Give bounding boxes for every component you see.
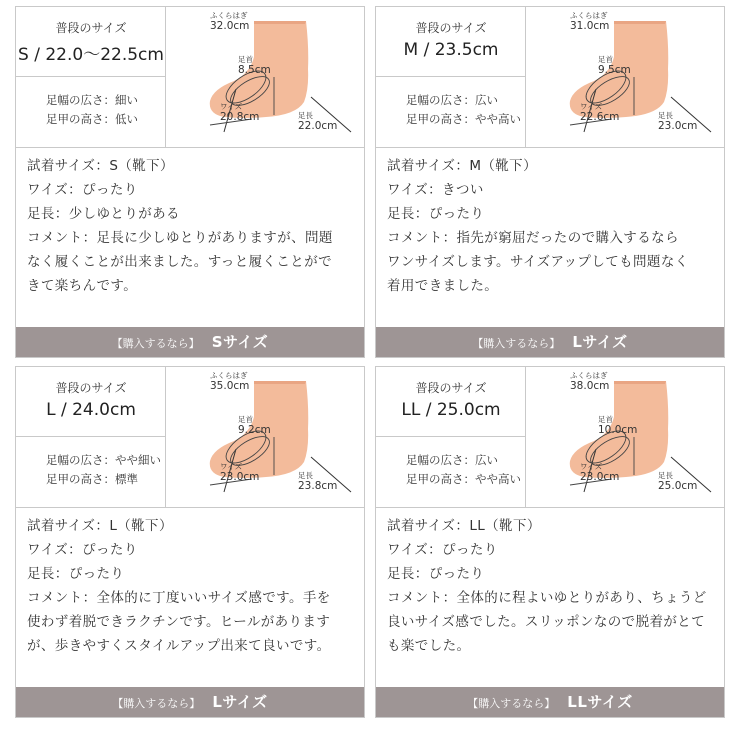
length-value: 23.0cm [658,120,698,132]
review-line: 足長：ぴったり [27,566,125,582]
ankle-label: 足首 [598,415,613,424]
instep-height: 足甲の高さ：やや高い [406,472,521,486]
calf-value: 32.0cm [210,20,250,32]
size-info [376,7,526,147]
review-line: ワイズ：きつい [387,182,484,198]
foot-figure [166,367,364,507]
usual-size-label: 普段のサイズ [55,21,127,35]
review-line: 着用できました。 [387,278,499,294]
instep-height: 足甲の高さ：低い [46,112,138,126]
length-measure [298,471,337,492]
length-measure [658,471,697,492]
review-line: ワイズ：ぴったり [27,542,138,558]
calf-label: ふくらはぎ [210,11,248,20]
review-line: 使わず着脱できラクチンです。ヒールがあります [27,614,331,630]
recommendation-bar [16,687,364,717]
ankle-label: 足首 [238,415,253,424]
length-value: 25.0cm [658,480,698,492]
length-value: 22.0cm [298,120,338,132]
usual-size-value: S / 22.0〜22.5cm [18,45,164,65]
ankle-value: 9.2cm [238,424,271,436]
size-card [375,6,725,358]
review-line: 試着サイズ：LL（靴下） [387,518,541,534]
review-line: コメント：全体的に程よいゆとりがあり、ちょうど [387,590,707,606]
size-card [375,366,725,718]
ankle-value: 9.5cm [598,64,631,76]
recommendation-label: 【購入するなら】 [111,337,200,350]
review-line: ワイズ：ぴったり [27,182,138,198]
ankle-value: 8.5cm [238,64,271,76]
wise-measure [580,102,619,123]
length-label: 足長 [298,471,313,480]
review-text [16,507,364,687]
ankle-measure [238,55,271,76]
wise-measure [220,462,259,483]
wise-label: ワイズ [580,462,603,471]
usual-size-label: 普段のサイズ [415,381,487,395]
instep-height: 足甲の高さ：標準 [46,472,138,486]
wise-value: 23.0cm [220,471,260,483]
ankle-value: 10.0cm [598,424,638,436]
recommendation-bar [376,327,724,357]
review-line: 試着サイズ：M（靴下） [387,158,537,174]
calf-label: ふくらはぎ [570,371,608,380]
review-line: 足長：少しゆとりがある [27,206,180,222]
review-line: 試着サイズ：S（靴下） [27,158,174,174]
foot-notes [376,77,526,147]
review-text [376,507,724,687]
usual-size-label: 普段のサイズ [55,381,127,395]
length-measure [658,111,697,132]
recommendation-label: 【購入するなら】 [467,697,556,710]
review-line: 試着サイズ：L（靴下） [27,518,173,534]
size-card [15,366,365,718]
recommendation-label: 【購入するなら】 [472,337,561,350]
wise-measure [580,462,619,483]
instep-height: 足甲の高さ：やや高い [406,112,521,126]
foot-notes [16,77,166,147]
usual-size-value: LL / 25.0cm [401,400,501,420]
usual-size-value: L / 24.0cm [46,400,136,420]
recommended-size: Lサイズ [572,333,628,351]
review-line: も楽でした。 [387,638,471,654]
review-line: ワイズ：ぴったり [387,542,498,558]
wise-value: 22.6cm [580,111,620,123]
length-label: 足長 [658,111,673,120]
calf-measure [570,371,609,392]
review-line: 良いサイズ感でした。スリッポンなので脱着がとて [387,614,706,630]
calf-label: ふくらはぎ [570,11,608,20]
usual-size-block [376,7,526,77]
recommended-size: Sサイズ [211,333,269,351]
recommendation-label: 【購入するなら】 [112,697,201,710]
length-value: 23.8cm [298,480,338,492]
foot-notes [376,437,526,507]
length-measure [298,111,337,132]
wise-label: ワイズ [580,102,603,111]
wise-label: ワイズ [220,462,243,471]
recommendation-bar [16,327,364,357]
review-line: コメント：全体的に丁度いいサイズ感です。手を [27,590,331,606]
length-label: 足長 [658,471,673,480]
size-info [16,367,166,507]
review-line: 足長：ぴったり [387,566,485,582]
ankle-label: 足首 [238,55,253,64]
review-line: なく履くことが出来ました。すっと履くことがで [27,254,332,270]
calf-value: 35.0cm [210,380,250,392]
foot-width: 足幅の広さ：やや細い [46,453,161,467]
review-text [376,147,724,327]
ankle-measure [598,415,637,436]
foot-notes [16,437,166,507]
foot-width: 足幅の広さ：広い [406,93,498,107]
size-info [16,7,166,147]
ankle-measure [598,55,631,76]
recommendation-bar [376,687,724,717]
ankle-label: 足首 [598,55,613,64]
foot-width: 足幅の広さ：広い [406,453,498,467]
usual-size-block [376,367,526,437]
review-line: コメント：指先が窮屈だったので購入するなら [387,230,679,246]
foot-figure [166,7,364,147]
foot-figure [526,367,724,507]
wise-label: ワイズ [220,102,243,111]
calf-value: 38.0cm [570,380,610,392]
wise-value: 23.0cm [580,471,620,483]
review-text [16,147,364,327]
review-line: が、歩きやすくスタイルアップ出来て良いです。 [27,638,331,654]
recommended-size: Lサイズ [212,693,268,711]
review-line: コメント：足長に少しゆとりがありますが、問題 [27,230,333,246]
usual-size-label: 普段のサイズ [415,21,487,35]
usual-size-block [16,7,166,77]
ankle-measure [238,415,271,436]
foot-width: 足幅の広さ：細い [46,93,138,107]
review-line: きて楽ちんです。 [27,278,138,294]
calf-value: 31.0cm [570,20,610,32]
calf-measure [570,11,609,32]
size-card [15,6,365,358]
size-info [376,367,526,507]
recommended-size: LLサイズ [567,693,633,711]
review-line: 足長：ぴったり [387,206,485,222]
usual-size-value: M / 23.5cm [403,40,499,60]
review-line: ワンサイズします。サイズアップしても問題なく [387,254,689,270]
wise-value: 20.8cm [220,111,260,123]
calf-measure [210,11,249,32]
calf-label: ふくらはぎ [210,371,248,380]
length-label: 足長 [298,111,313,120]
wise-measure [220,102,259,123]
usual-size-block [16,367,166,437]
foot-figure [526,7,724,147]
calf-measure [210,371,249,392]
